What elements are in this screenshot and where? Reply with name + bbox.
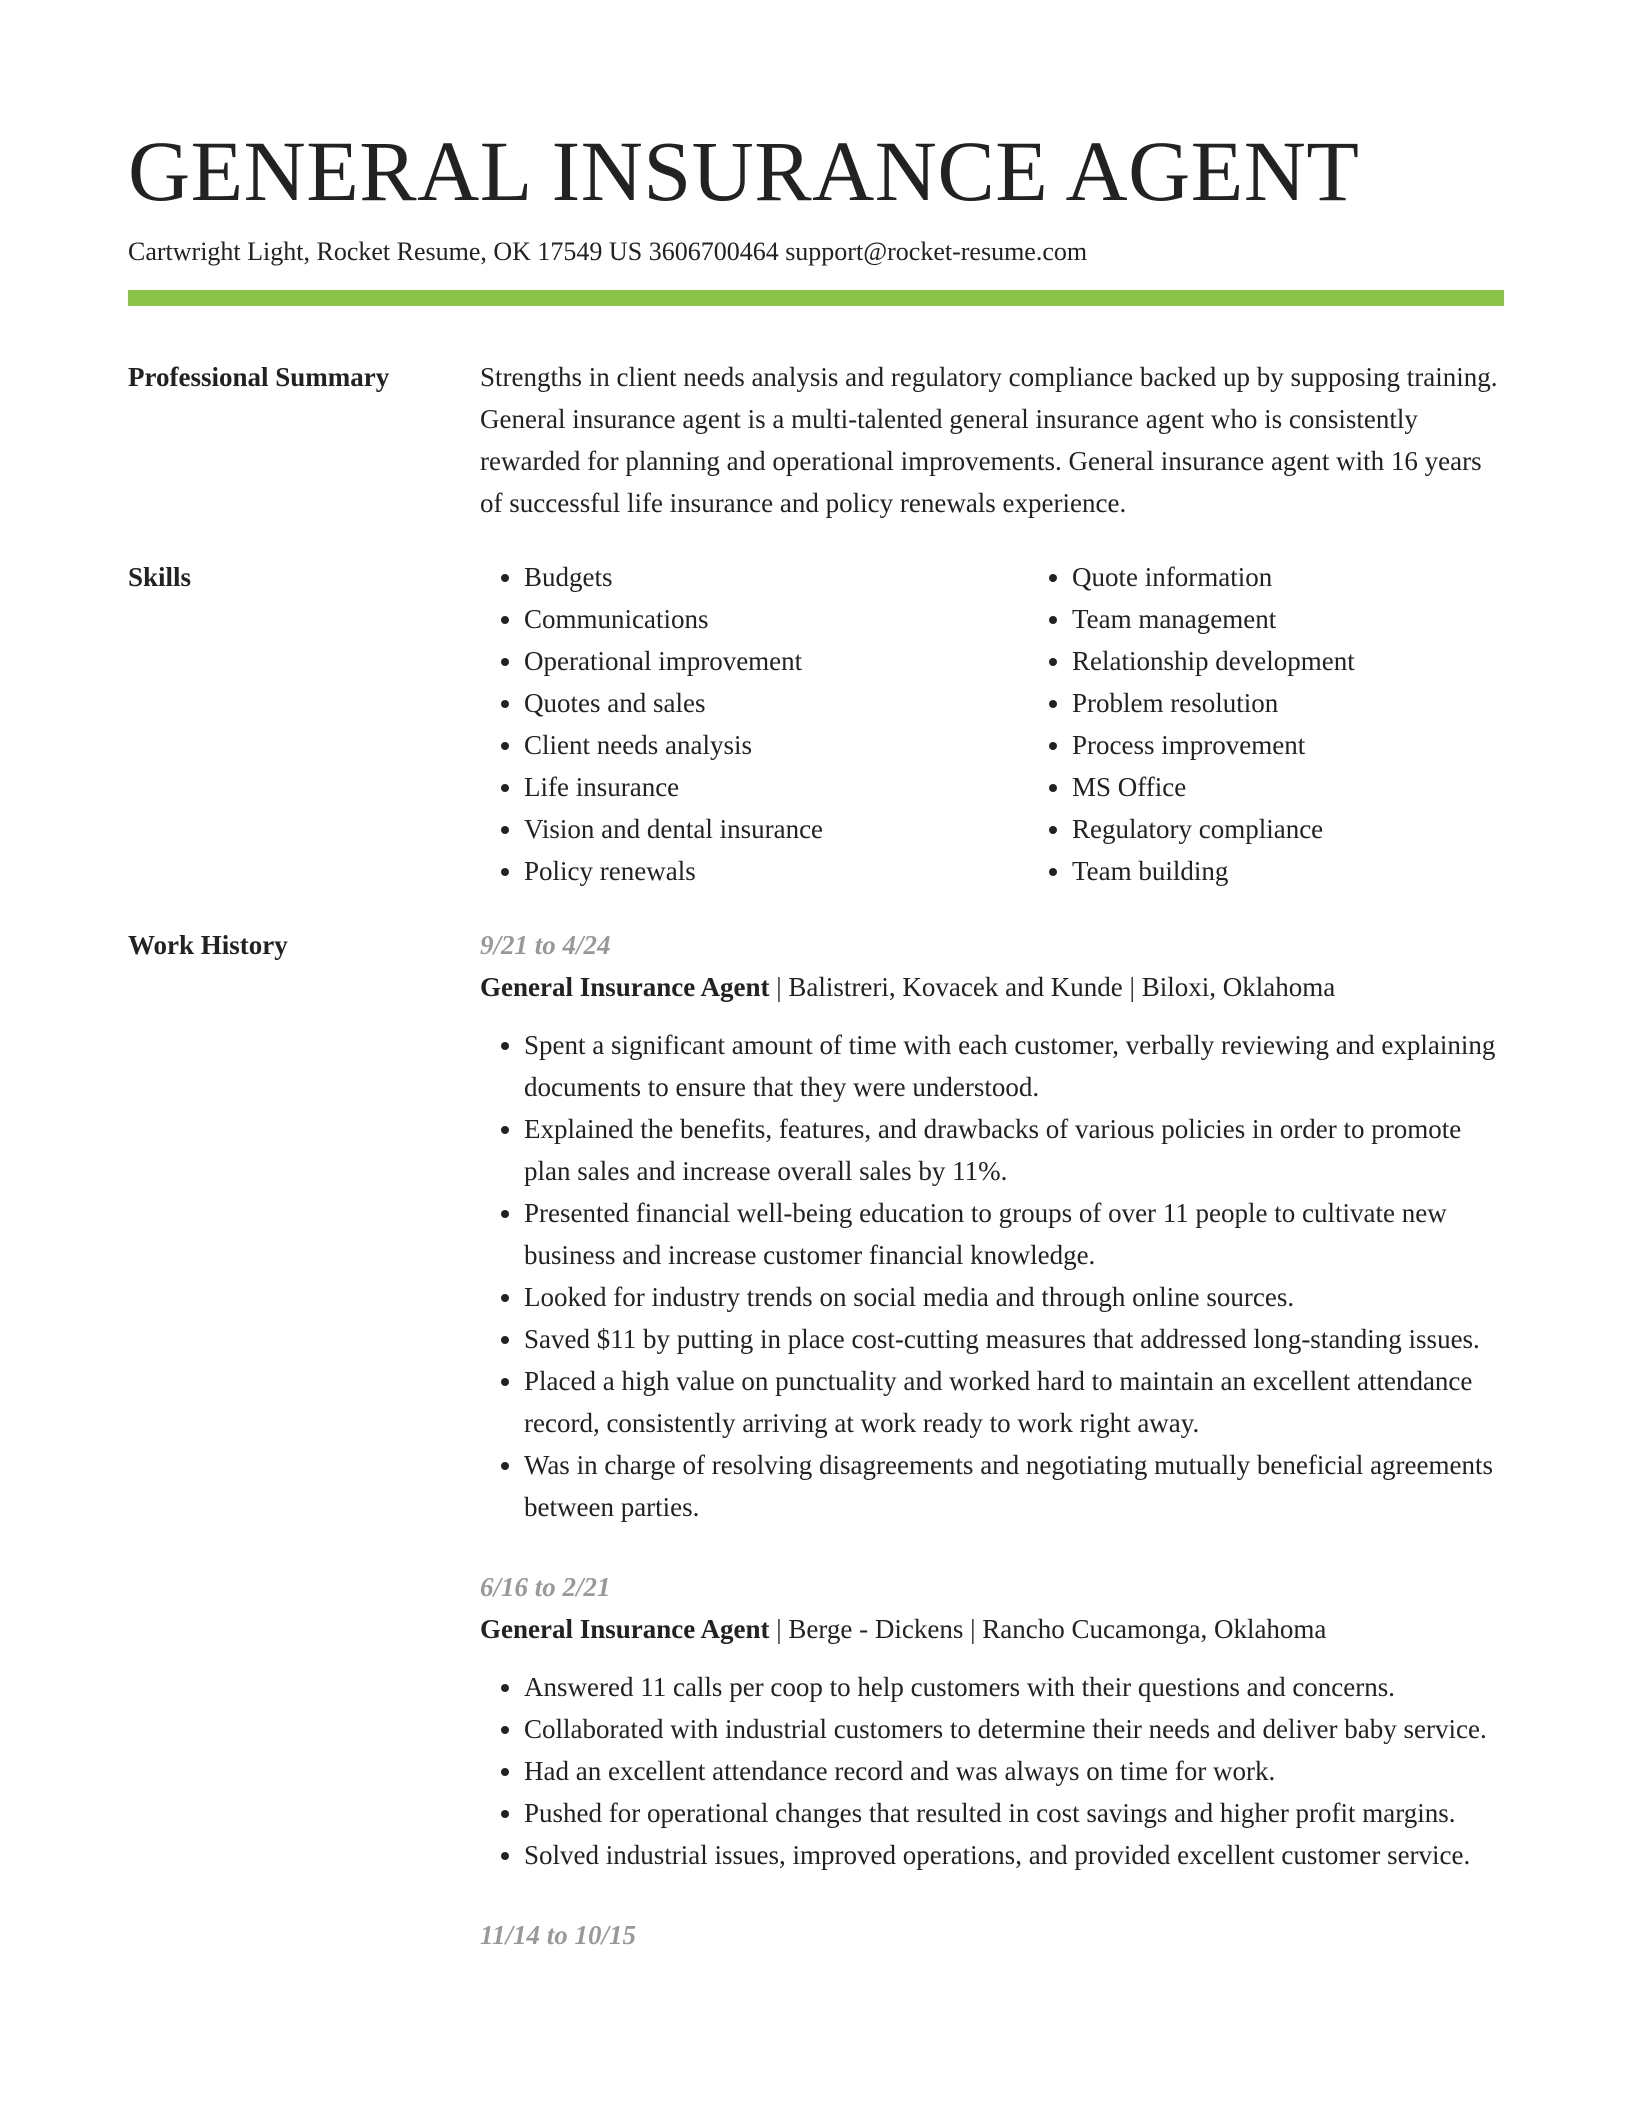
skill-item: • Quotes and sales	[524, 682, 984, 724]
skill-item: • Quote information	[1072, 556, 1532, 598]
contact-email: support@rocket-resume.com	[785, 237, 1088, 266]
summary-section	[128, 356, 1504, 524]
job-bullet: • Placed a high value on punctuality and worked hard to maintain an excellent attendance record, consistently arriving at work ready to work right away.	[524, 1360, 1504, 1444]
skill-item: • Process improvement	[1072, 724, 1532, 766]
job-details: | Balistreri, Kovacek and Kunde | Biloxi, Oklahoma	[769, 972, 1336, 1002]
job-bullet: • Collaborated with industrial customers to determine their needs and deliver baby service.	[524, 1708, 1504, 1750]
work-history-heading: Work History	[128, 930, 288, 960]
contact-phone: 3606700464	[648, 237, 779, 266]
skill-item: • Team management	[1072, 598, 1532, 640]
skill-item: • Vision and dental insurance	[524, 808, 984, 850]
resume-page	[128, 118, 1504, 1956]
work-history-section	[128, 924, 1504, 1956]
skill-item: • Client needs analysis	[524, 724, 984, 766]
job-entry	[480, 1566, 1504, 1876]
header-divider	[128, 290, 1504, 306]
skills-columns	[480, 556, 1532, 892]
contact-line	[128, 234, 1504, 270]
job-bullet: • Solved industrial issues, improved operations, and provided excellent customer service.	[524, 1834, 1504, 1876]
skill-item: • Budgets	[524, 556, 984, 598]
job-bullet: • Was in charge of resolving disagreements and negotiating mutually beneficial agreements between parties.	[524, 1444, 1504, 1528]
job-bullet: • Explained the benefits, features, and drawbacks of various policies in order to promote plan sales and increase overall sales by 11%.	[524, 1108, 1504, 1192]
job-entry	[480, 924, 1504, 1528]
job-heading	[480, 966, 1504, 1008]
summary-heading: Professional Summary	[128, 362, 390, 392]
skill-item: • Policy renewals	[524, 850, 984, 892]
job-bullets	[480, 1666, 1504, 1876]
job-bullet: • Spent a significant amount of time with each customer, verbally reviewing and explaining documents to ensure that they were understood.	[524, 1024, 1504, 1108]
skill-item: • Problem resolution	[1072, 682, 1532, 724]
skill-item: • Relationship development	[1072, 640, 1532, 682]
job-bullet: • Pushed for operational changes that resulted in cost savings and higher profit margins.	[524, 1792, 1504, 1834]
skill-item: • Life insurance	[524, 766, 984, 808]
job-bullet: • Answered 11 calls per coop to help customers with their questions and concerns.	[524, 1666, 1504, 1708]
job-heading	[480, 1608, 1504, 1650]
job-title: General Insurance Agent	[480, 972, 770, 1002]
skill-item: • Team building	[1072, 850, 1532, 892]
summary-text: Strengths in client needs analysis and regulatory compliance backed up by supposing training. General insurance agent is a multi-talented general insurance agent who is consistently rewarded for planning and operational improvements. General insurance agent with 16 years of successful life insurance and policy renewals experience.	[480, 362, 1498, 518]
job-bullet: • Presented financial well-being education to groups of over 11 people to cultivate new business and increase customer financial knowledge.	[524, 1192, 1504, 1276]
job-entry	[480, 1914, 1504, 1956]
job-dates: 9/21 to 4/24	[480, 930, 611, 960]
work-history-body	[480, 924, 1504, 1956]
job-bullet: • Looked for industry trends on social media and through online sources.	[524, 1276, 1504, 1318]
job-dates: 6/16 to 2/21	[480, 1572, 611, 1602]
skill-item: • MS Office	[1072, 766, 1532, 808]
skills-heading: Skills	[128, 562, 192, 592]
skills-list-left	[480, 556, 984, 892]
job-title: General Insurance Agent	[480, 1614, 770, 1644]
job-bullet: • Saved $11 by putting in place cost-cutting measures that addressed long-standing issues.	[524, 1318, 1504, 1360]
contact-address: Cartwright Light, Rocket Resume, OK 17549 US	[128, 237, 643, 266]
skill-item: • Communications	[524, 598, 984, 640]
skill-item: • Operational improvement	[524, 640, 984, 682]
skills-body	[480, 556, 1532, 892]
skills-list-right	[1028, 556, 1532, 892]
resume-name: GENERAL INSURANCE AGENT	[128, 123, 1360, 219]
skills-section	[128, 556, 1504, 892]
job-bullet: • Had an excellent attendance record and was always on time for work.	[524, 1750, 1504, 1792]
job-details: | Berge - Dickens | Rancho Cucamonga, Oklahoma	[769, 1614, 1327, 1644]
job-bullets	[480, 1024, 1504, 1528]
skill-item: • Regulatory compliance	[1072, 808, 1532, 850]
job-dates: 11/14 to 10/15	[480, 1920, 637, 1950]
